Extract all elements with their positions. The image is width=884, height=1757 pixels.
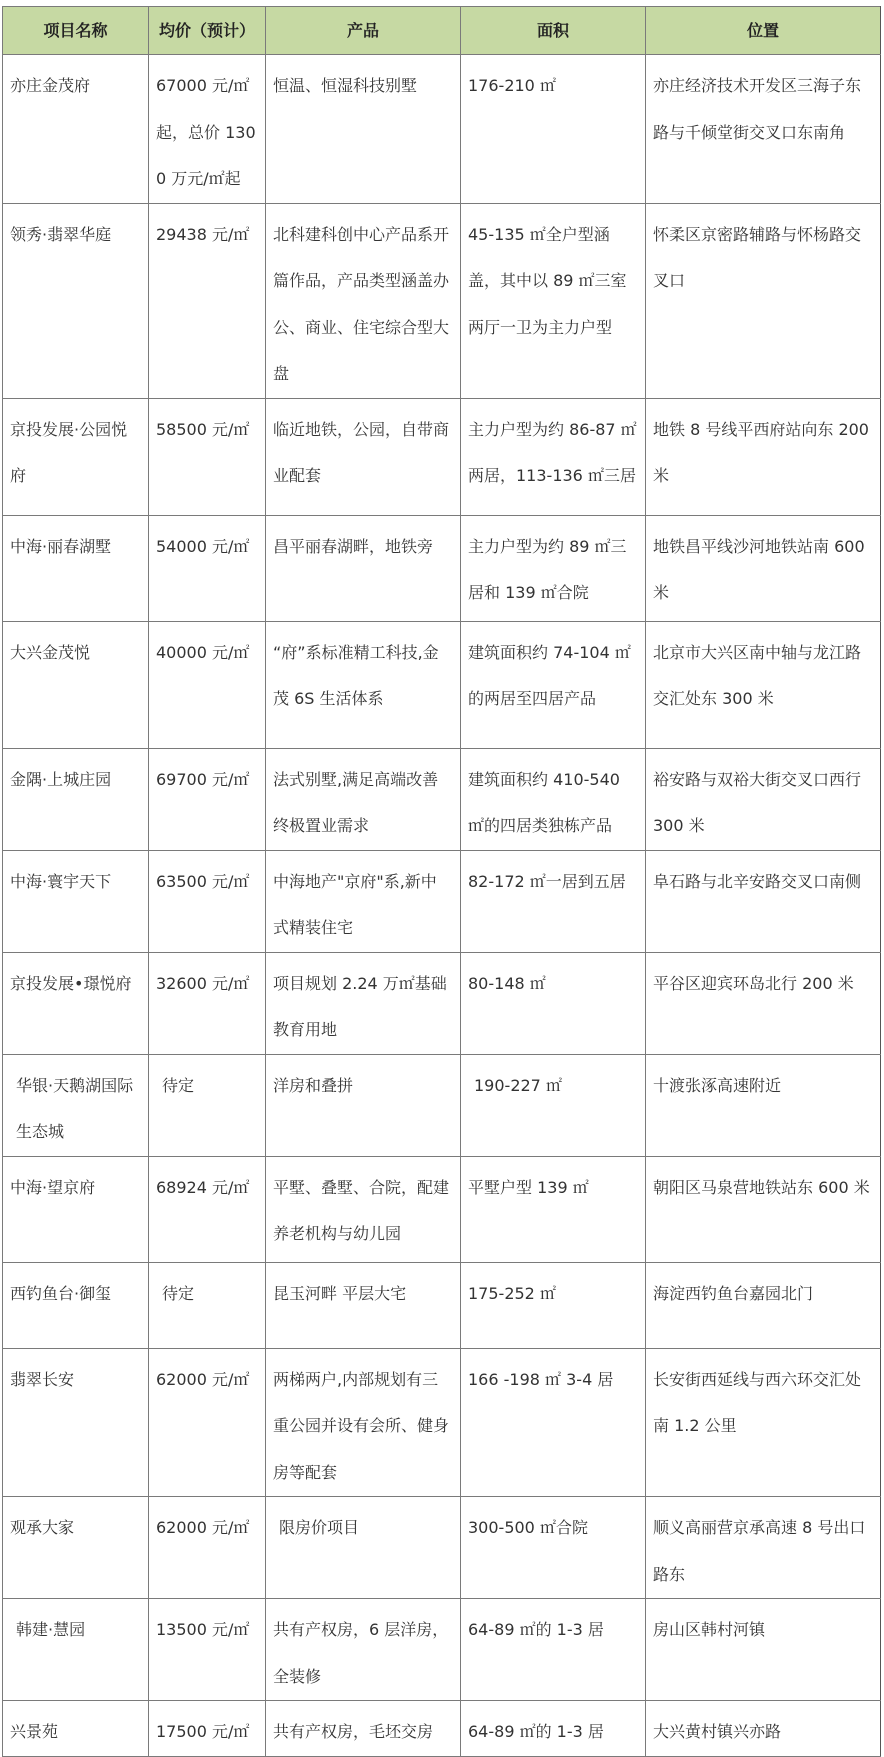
cell-project-name: 华银·天鹅湖国际生态城 bbox=[3, 1054, 149, 1156]
cell-location: 地铁昌平线沙河地铁站南 600 米 bbox=[646, 515, 881, 621]
table-row bbox=[3, 1262, 881, 1348]
cell-location: 顺义高丽营京承高速 8 号出口路东 bbox=[646, 1497, 881, 1599]
cell-location: 海淀西钓鱼台嘉园北门 bbox=[646, 1262, 881, 1348]
table-row bbox=[3, 952, 881, 1054]
cell-avg-price: 68924 元/㎡ bbox=[149, 1156, 266, 1262]
cell-project-name: 京投发展·公园悦府 bbox=[3, 398, 149, 515]
cell-avg-price: 58500 元/㎡ bbox=[149, 398, 266, 515]
cell-area: 300-500 ㎡合院 bbox=[461, 1497, 646, 1599]
cell-product: 北科建科创中心产品系开篇作品，产品类型涵盖办公、商业、住宅综合型大盘 bbox=[266, 203, 461, 398]
cell-location: 裕安路与双裕大街交叉口西行 300 米 bbox=[646, 748, 881, 850]
cell-avg-price: 17500 元/㎡ bbox=[149, 1701, 266, 1757]
project-table bbox=[2, 6, 881, 1757]
table-row bbox=[3, 1348, 881, 1497]
cell-product: 共有产权房，6 层洋房，全装修 bbox=[266, 1599, 461, 1701]
header-row bbox=[3, 7, 881, 55]
cell-location: 北京市大兴区南中轴与龙江路交汇处东 300 米 bbox=[646, 621, 881, 748]
cell-project-name: 中海·寰宇天下 bbox=[3, 850, 149, 952]
cell-product: 法式别墅,满足高端改善终极置业需求 bbox=[266, 748, 461, 850]
cell-area: 80-148 ㎡ bbox=[461, 952, 646, 1054]
cell-location: 平谷区迎宾环岛北行 200 米 bbox=[646, 952, 881, 1054]
table-row bbox=[3, 1701, 881, 1757]
cell-project-name: 大兴金茂悦 bbox=[3, 621, 149, 748]
cell-avg-price: 69700 元/㎡ bbox=[149, 748, 266, 850]
cell-area: 176-210 ㎡ bbox=[461, 55, 646, 204]
cell-avg-price: 54000 元/㎡ bbox=[149, 515, 266, 621]
cell-product: 平墅、叠墅、合院，配建养老机构与幼儿园 bbox=[266, 1156, 461, 1262]
cell-area: 64-89 ㎡的 1-3 居 bbox=[461, 1599, 646, 1701]
cell-avg-price: 待定 bbox=[149, 1054, 266, 1156]
table-row bbox=[3, 55, 881, 204]
cell-area: 建筑面积约 74-104 ㎡的两居至四居产品 bbox=[461, 621, 646, 748]
cell-product: 恒温、恒湿科技别墅 bbox=[266, 55, 461, 204]
cell-product: 昆玉河畔 平层大宅 bbox=[266, 1262, 461, 1348]
cell-area: 82-172 ㎡一居到五居 bbox=[461, 850, 646, 952]
table-row bbox=[3, 850, 881, 952]
cell-area: 166 -198 ㎡ 3-4 居 bbox=[461, 1348, 646, 1497]
cell-area: 主力户型为约 86-87 ㎡两居，113-136 ㎡三居 bbox=[461, 398, 646, 515]
cell-product: 临近地铁，公园，自带商业配套 bbox=[266, 398, 461, 515]
cell-avg-price: 29438 元/㎡ bbox=[149, 203, 266, 398]
table-row bbox=[3, 748, 881, 850]
cell-avg-price: 待定 bbox=[149, 1262, 266, 1348]
cell-location: 房山区韩村河镇 bbox=[646, 1599, 881, 1701]
header-area: 面积 bbox=[461, 7, 646, 55]
table-row bbox=[3, 621, 881, 748]
cell-location: 朝阳区马泉营地铁站东 600 米 bbox=[646, 1156, 881, 1262]
cell-project-name: 韩建·慧园 bbox=[3, 1599, 149, 1701]
cell-location: 亦庄经济技术开发区三海子东路与千倾堂街交叉口东南角 bbox=[646, 55, 881, 204]
table-row bbox=[3, 1497, 881, 1599]
cell-area: 190-227 ㎡ bbox=[461, 1054, 646, 1156]
cell-avg-price: 62000 元/㎡ bbox=[149, 1497, 266, 1599]
cell-product: 限房价项目 bbox=[266, 1497, 461, 1599]
cell-product: 共有产权房，毛坯交房 bbox=[266, 1701, 461, 1757]
cell-location: 怀柔区京密路辅路与怀杨路交叉口 bbox=[646, 203, 881, 398]
header-location: 位置 bbox=[646, 7, 881, 55]
cell-project-name: 兴景苑 bbox=[3, 1701, 149, 1757]
cell-avg-price: 63500 元/㎡ bbox=[149, 850, 266, 952]
cell-location: 大兴黄村镇兴亦路 bbox=[646, 1701, 881, 1757]
cell-avg-price: 67000 元/㎡起，总价 1300 万元/㎡起 bbox=[149, 55, 266, 204]
cell-project-name: 领秀·翡翠华庭 bbox=[3, 203, 149, 398]
cell-product: 昌平丽春湖畔，地铁旁 bbox=[266, 515, 461, 621]
cell-area: 主力户型为约 89 ㎡三居和 139 ㎡合院 bbox=[461, 515, 646, 621]
cell-avg-price: 32600 元/㎡ bbox=[149, 952, 266, 1054]
header-project-name: 项目名称 bbox=[3, 7, 149, 55]
table-row bbox=[3, 398, 881, 515]
cell-product: 中海地产"京府"系,新中式精装住宅 bbox=[266, 850, 461, 952]
cell-project-name: 亦庄金茂府 bbox=[3, 55, 149, 204]
cell-project-name: 观承大家 bbox=[3, 1497, 149, 1599]
cell-avg-price: 62000 元/㎡ bbox=[149, 1348, 266, 1497]
cell-area: 建筑面积约 410-540 ㎡的四居类独栋产品 bbox=[461, 748, 646, 850]
cell-avg-price: 40000 元/㎡ bbox=[149, 621, 266, 748]
header-avg-price: 均价（预计） bbox=[149, 7, 266, 55]
table-row bbox=[3, 1054, 881, 1156]
cell-location: 地铁 8 号线平西府站向东 200 米 bbox=[646, 398, 881, 515]
cell-area: 64-89 ㎡的 1-3 居 bbox=[461, 1701, 646, 1757]
cell-product: 洋房和叠拼 bbox=[266, 1054, 461, 1156]
cell-product: 两梯两户,内部规划有三重公园并设有会所、健身房等配套 bbox=[266, 1348, 461, 1497]
cell-area: 175-252 ㎡ bbox=[461, 1262, 646, 1348]
header-product: 产品 bbox=[266, 7, 461, 55]
cell-product: “府”系标准精工科技,金茂 6S 生活体系 bbox=[266, 621, 461, 748]
table-row bbox=[3, 1156, 881, 1262]
cell-project-name: 翡翠长安 bbox=[3, 1348, 149, 1497]
cell-avg-price: 13500 元/㎡ bbox=[149, 1599, 266, 1701]
cell-project-name: 金隅·上城庄园 bbox=[3, 748, 149, 850]
cell-area: 45-135 ㎡全户型涵盖，其中以 89 ㎡三室两厅一卫为主力户型 bbox=[461, 203, 646, 398]
cell-project-name: 西钓鱼台·御玺 bbox=[3, 1262, 149, 1348]
cell-product: 项目规划 2.24 万㎡基础教育用地 bbox=[266, 952, 461, 1054]
cell-project-name: 京投发展•璟悦府 bbox=[3, 952, 149, 1054]
cell-project-name: 中海·望京府 bbox=[3, 1156, 149, 1262]
cell-area: 平墅户型 139 ㎡ bbox=[461, 1156, 646, 1262]
cell-location: 长安街西延线与西六环交汇处南 1.2 公里 bbox=[646, 1348, 881, 1497]
cell-location: 十渡张涿高速附近 bbox=[646, 1054, 881, 1156]
table-row bbox=[3, 203, 881, 398]
cell-project-name: 中海·丽春湖墅 bbox=[3, 515, 149, 621]
table-row bbox=[3, 1599, 881, 1701]
table-row bbox=[3, 515, 881, 621]
cell-location: 阜石路与北辛安路交叉口南侧 bbox=[646, 850, 881, 952]
